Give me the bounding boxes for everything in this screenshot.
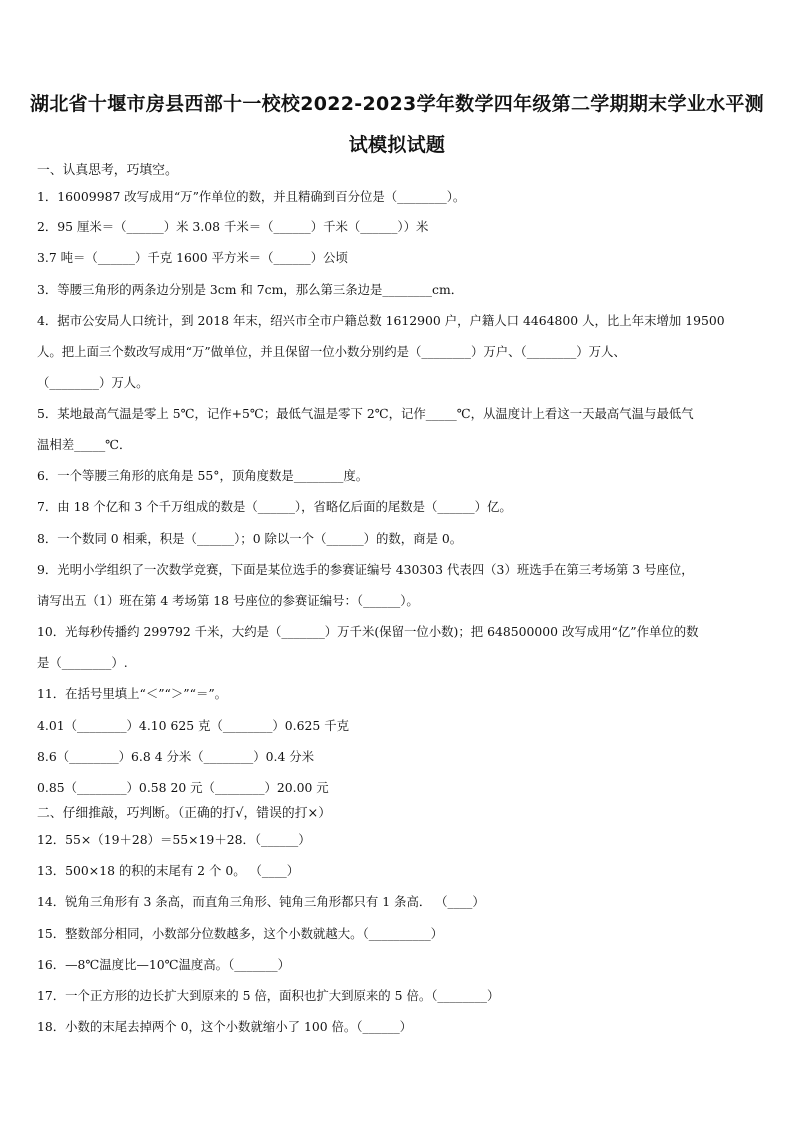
question-9-line-1: 9．光明小学组织了一次数学竞赛，下面是某位选手的参赛证编号 430303 代表四（3）班选手在第三考场第 3 号座位， [37, 562, 694, 577]
question-4-line-1: 4．据市公安局人口统计，到 2018 年末，绍兴市全市户籍总数 1612900 户，户籍人口 4464800 人，比上年末增加 19500 [37, 313, 725, 328]
question-9-line-2: 请写出五（1）班在第 4 考场第 18 号座位的参赛证编号：（______）。 [37, 593, 419, 608]
question-2-line-2: 3.7 吨＝（______）千克 1600 平方米＝（______）公顷 [37, 250, 348, 265]
question-5-line-1: 5．某地最高气温是零上 5℃，记作+5℃；最低气温是零下 2℃，记作_____℃，从温度计上看这一天最高气温与最低气 [37, 406, 694, 421]
question-1: 1．16009987 改写成用“万”作单位的数，并且精确到百分位是（________）。 [37, 189, 466, 204]
question-10-line-1: 10．光每秒传播约 299792 千米，大约是（_______）万千米(保留一位小数)；把 648500000 改写成用“亿”作单位的数 [37, 624, 699, 639]
question-13: 13．500×18 的积的末尾有 2 个 0。 （____） [37, 863, 300, 878]
question-10-line-2: 是（________）. [37, 655, 128, 670]
question-15: 15．整数部分相同，小数部分位数越多，这个小数就越大。（__________） [37, 926, 444, 941]
question-11-row-2: 8.6（________）6.8 4 分米（________）0.4 分米 [37, 749, 315, 764]
question-11-row-3: 0.85（________）0.58 20 元（________）20.00 元 [37, 780, 329, 795]
question-11-row-1: 4.01（________）4.10 625 克（________）0.625 千克 [37, 718, 349, 733]
question-11: 11．在括号里填上“＜”“＞”“＝”。 [37, 686, 228, 701]
question-5-line-2: 温相差_____℃． [37, 437, 132, 452]
question-6: 6．一个等腰三角形的底角是 55°，顶角度数是________度。 [37, 468, 369, 483]
question-4-line-2: 人。把上面三个数改写成用“万”做单位，并且保留一位小数分别约是（________）万户、（________）万人、 [37, 344, 626, 359]
section-heading-true-false: 二、仔细推敲，巧判断。（正确的打√，错误的打×） [37, 806, 332, 821]
page-title-continuation: 试模拟试题 [348, 134, 446, 156]
question-8: 8．一个数同 0 相乘，积是（______）；0 除以一个（______）的数，商是 0。 [37, 531, 463, 546]
question-4-line-3: （________）万人。 [37, 375, 149, 390]
question-18: 18．小数的末尾去掉两个 0，这个小数就缩小了 100 倍。（______） [37, 1019, 413, 1034]
question-7: 7．由 18 个亿和 3 个千万组成的数是（______），省略亿后面的尾数是（______）亿。 [37, 499, 512, 514]
question-16: 16．—8℃温度比—10℃温度高。（_______） [37, 957, 290, 972]
section-heading-fill-blank: 一、认真思考，巧填空。 [37, 163, 178, 178]
page-title: 湖北省十堰市房县西部十一校校2022-2023学年数学四年级第二学期期末学业水平测 [30, 93, 764, 115]
question-17: 17．一个正方形的边长扩大到原来的 5 倍，面积也扩大到原来的 5 倍。（________） [37, 988, 500, 1003]
question-12: 12．55×（19＋28）＝55×19＋28．（______） [37, 832, 311, 847]
question-2-line-1: 2．95 厘米＝（______）米 3.08 千米＝（______）千米（______））米 [37, 219, 429, 234]
question-14: 14．锐角三角形有 3 条高，而直角三角形、钝角三角形都只有 1 条高． （____） [37, 894, 485, 909]
question-3: 3．等腰三角形的两条边分别是 3cm 和 7cm，那么第三条边是________cm． [37, 282, 464, 297]
